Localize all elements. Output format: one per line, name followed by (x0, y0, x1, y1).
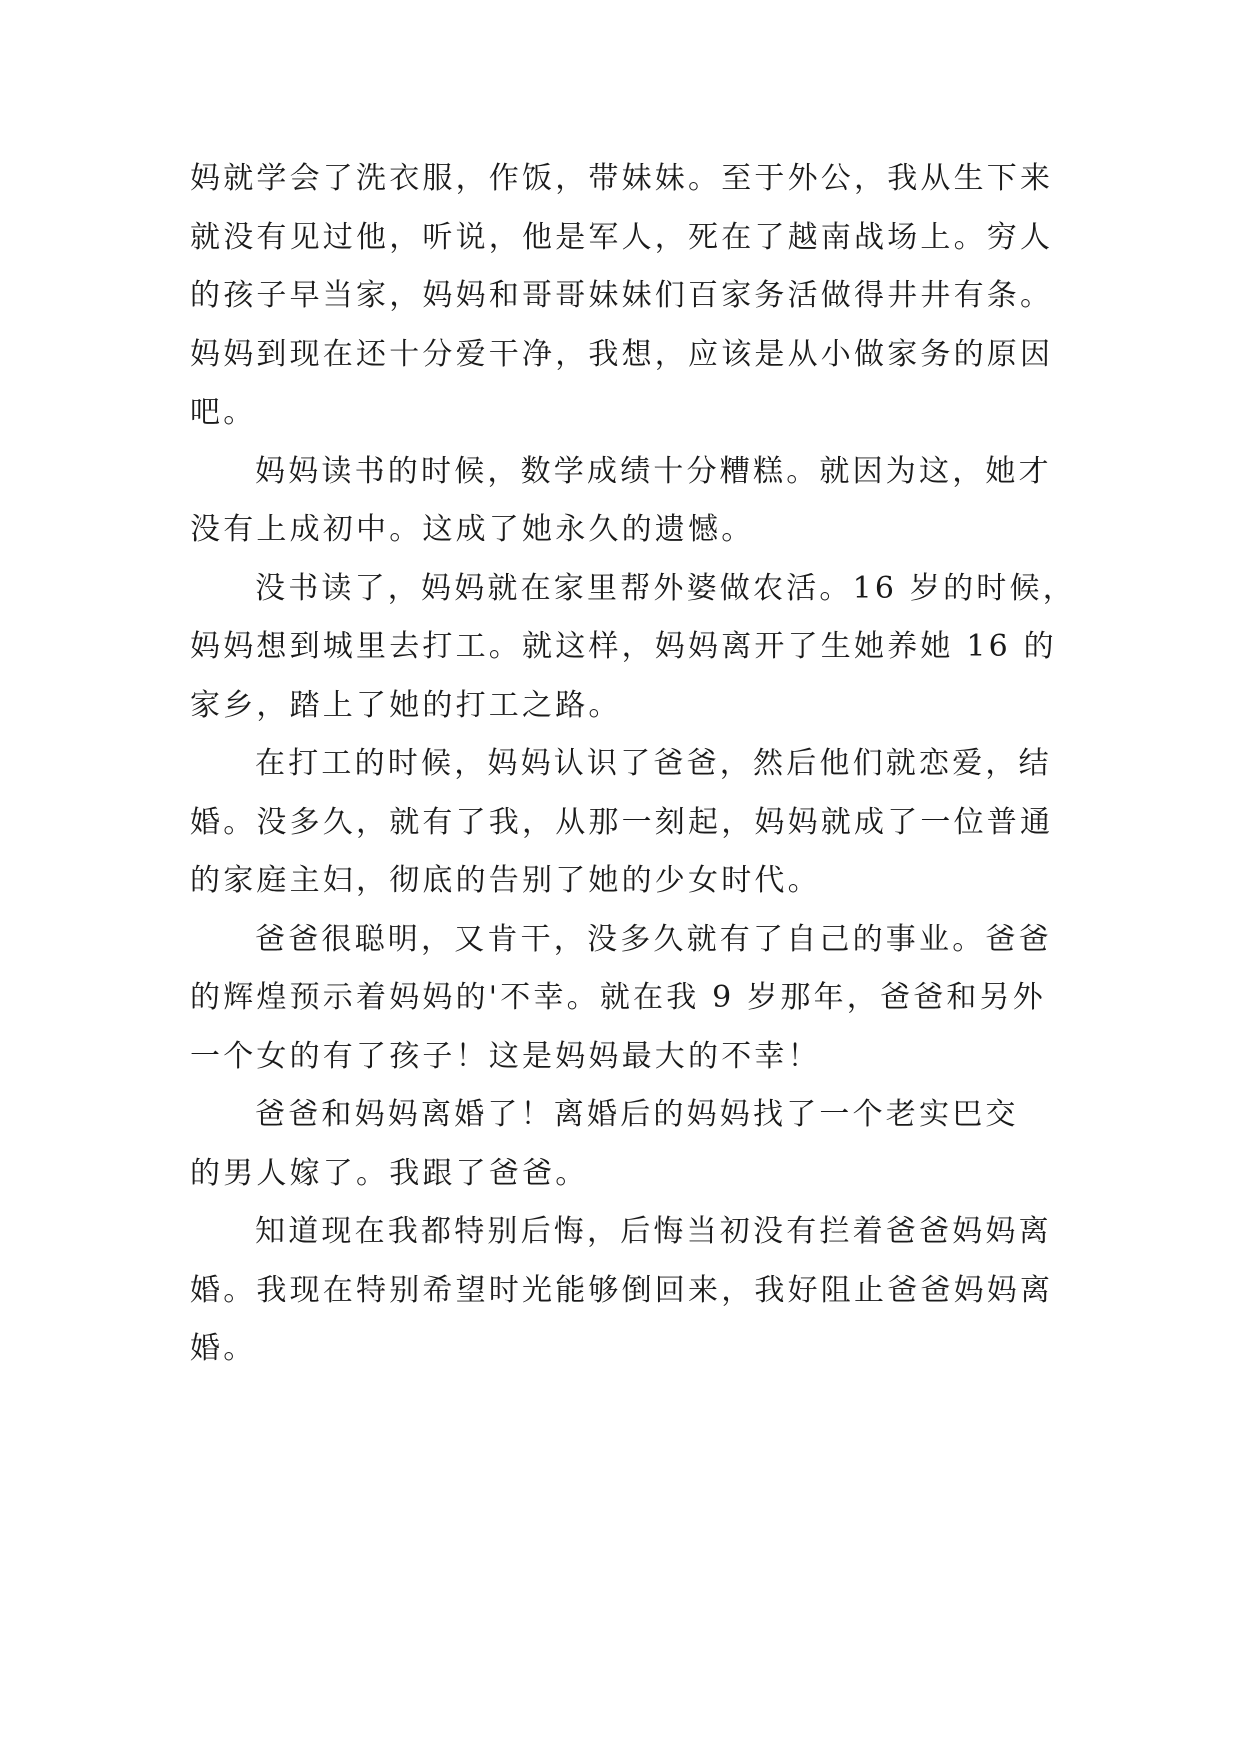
text-line: 的辉煌预示着妈妈的'不幸。就在我 9 岁那年，爸爸和另外 (190, 980, 1047, 1015)
text-line: 婚。我现在特别希望时光能够倒回来，我好阻止爸爸妈妈离 (190, 1272, 1054, 1308)
text-line: 在打工的时候，妈妈认识了爸爸，然后他们就恋爱，结 (255, 746, 1052, 781)
text-line: 婚。 (190, 1331, 257, 1366)
article-body (190, 150, 1076, 1379)
text-line: 吧。 (190, 395, 257, 430)
text-line: 知道现在我都特别后悔，后悔当初没有拦着爸爸妈妈离 (255, 1214, 1052, 1249)
text-line: 爸爸很聪明，又肯干，没多久就有了自己的事业。爸爸 (255, 921, 1052, 957)
text-line: 妈妈读书的时候，数学成绩十分糟糕。就因为这，她才 (255, 453, 1052, 489)
text-line: 妈就学会了洗衣服，作饭，带妹妹。至于外公，我从生下来 (190, 161, 1054, 196)
text-line: 一个女的有了孩子！这是妈妈最大的不幸！ (190, 1038, 821, 1074)
text-line: 爸爸和妈妈离婚了！离婚后的妈妈找了一个老实巴交 (255, 1097, 1019, 1132)
text-line: 家乡，踏上了她的打工之路。 (190, 687, 622, 723)
text-line: 的孩子早当家，妈妈和哥哥妹妹们百家务活做得井井有条。 (190, 278, 1054, 313)
text-line: 的家庭主妇，彻底的告别了她的少女时代。 (190, 863, 821, 898)
text-line: 就没有见过他，听说，他是军人，死在了越南战场上。穷人 (190, 219, 1054, 255)
text-line: 婚。没多久，就有了我，从那一刻起，妈妈就成了一位普通 (190, 804, 1054, 840)
text-line: 妈妈到现在还十分爱干净，我想，应该是从小做家务的原因 (190, 336, 1054, 372)
text-line: 的男人嫁了。我跟了爸爸。 (190, 1155, 589, 1191)
text-line: 没书读了，妈妈就在家里帮外婆做农活。16 岁的时候， (255, 570, 1076, 606)
text-line: 妈妈想到城里去打工。就这样，妈妈离开了生她养她 16 的 (190, 629, 1057, 664)
text-line: 没有上成初中。这成了她永久的遗憾。 (190, 512, 755, 547)
